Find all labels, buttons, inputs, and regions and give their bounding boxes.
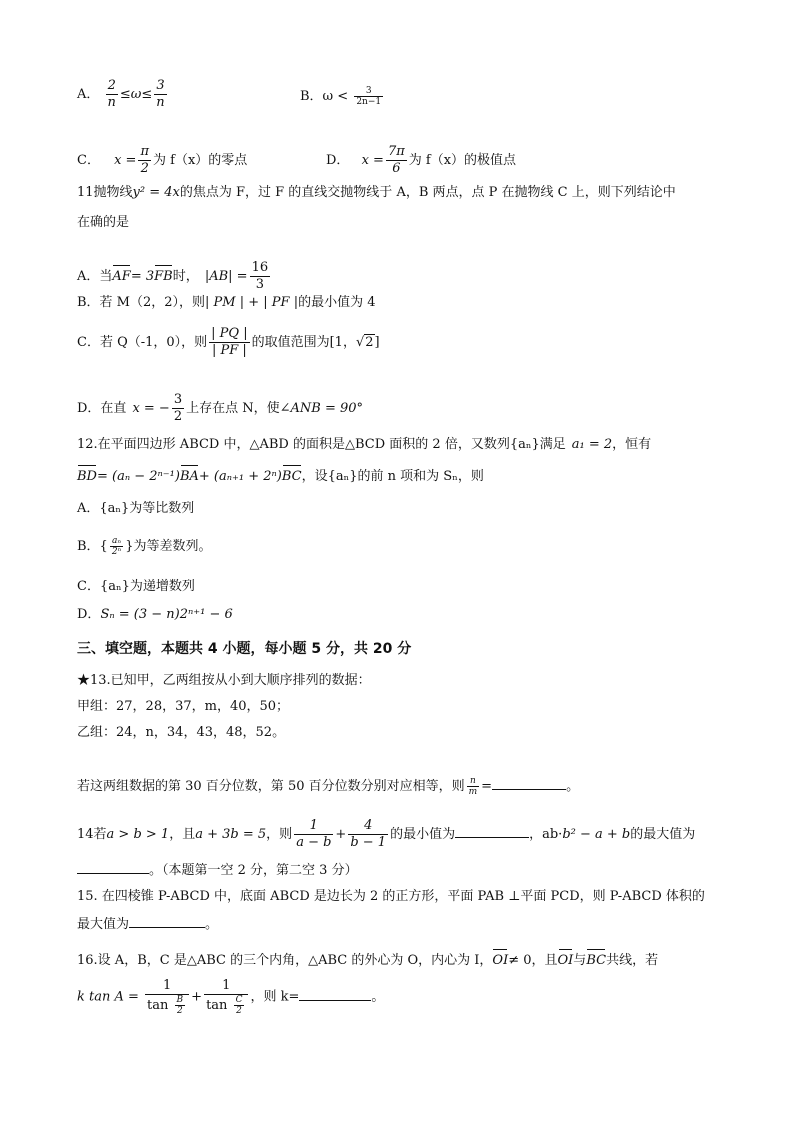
- option-label: D．在直: [77, 401, 127, 416]
- fraction: $\frac{n}{m}$: [468, 776, 478, 797]
- q12-vector-equation: BD= (aₙ − 2ⁿ⁻¹)BA+ (aₙ₊₁ + 2ⁿ)BC，设{aₙ}的前 n 项和为 Sₙ，则: [77, 469, 484, 484]
- q16-stem: 16.设 A，B，C 是△ABC 的三个内角，△ABC 的外心为 O，内心为 I，OI≠ 0，且OI与BC共线，若: [77, 953, 659, 968]
- sqrt: √2: [355, 335, 374, 350]
- answer-blank[interactable]: [77, 860, 149, 874]
- answer-blank[interactable]: [455, 824, 529, 838]
- answer-blank[interactable]: [492, 776, 566, 790]
- q12-option-b: B．{ $\frac{\text{aₙ}}{\text{2ⁿ}}$ }为等差数列。: [77, 536, 212, 557]
- equation: Sₙ = (3 − n)2ⁿ⁺¹ − 6: [100, 607, 233, 622]
- angle: ∠ANB = 90°: [279, 401, 364, 416]
- vector: BC: [281, 469, 302, 484]
- fraction: $\frac{2}{n}$: [107, 78, 116, 110]
- vector: OI: [492, 953, 509, 968]
- q14-line2: 。（本题第一空 2 分，第二空 3 分）: [77, 860, 358, 880]
- q13-question: 若这两组数据的第 30 百分位数，第 50 百分位数分别对应相等，则 $\frac{n}{m}$ = 。: [77, 776, 580, 797]
- vector: BC: [586, 953, 607, 968]
- q12-option-a: A．{aₙ}为等比数列: [77, 501, 195, 516]
- q10-option-c: C． x = $\frac{\pi}{2}$ 为 f（x）的零点: [77, 144, 248, 176]
- q12-option-c: C．{aₙ}为递增数列: [77, 579, 195, 594]
- fraction: $\frac{3}{2}$: [173, 392, 183, 424]
- option-label: A．当: [77, 269, 113, 284]
- expression: | PM | + | PF |: [205, 295, 299, 310]
- fraction: $\frac{\text{aₙ}}{\text{2ⁿ}}$: [111, 536, 122, 557]
- fraction: $\frac{\pi}{2}$: [140, 144, 149, 176]
- q12-option-d: D．Sₙ = (3 − n)2ⁿ⁺¹ − 6: [77, 607, 233, 622]
- vector: OI: [557, 953, 574, 968]
- option-label: A．: [77, 87, 100, 102]
- fraction: 1 tan $\frac{B}{2}$: [145, 978, 189, 1016]
- q10-option-b: [300, 86, 385, 107]
- q13-group-b: 乙组：24，n，34，43，48，52。: [77, 725, 286, 740]
- q11-option-d: D．在直 x = − $\frac{3}{2}$ 上存在点 N，使∠ANB = 90°: [77, 392, 364, 424]
- answer-blank[interactable]: [299, 987, 371, 1001]
- vector: BD: [77, 469, 97, 484]
- q15-line2: 最大值为 。: [77, 914, 218, 934]
- q10-option-d: D． x = $\frac{7\pi}{6}$ 为 f（x）的极值点: [326, 144, 517, 176]
- fraction: $\frac{7\pi}{6}$: [387, 144, 405, 176]
- option-label: D．: [326, 153, 350, 168]
- option-label: B．ω <: [300, 89, 349, 104]
- fraction: $\frac{3}{n}$: [156, 78, 165, 110]
- q13-group-a: 甲组：27，28，37，m，40，50；: [77, 699, 290, 714]
- q11-stem-line2: 在确的是: [77, 215, 130, 230]
- q11-stem: 11抛物线y² = 4x的焦点为 F，过 F 的直线交抛物线于 A，B 两点，点 P 在抛物线 C 上，则下列结论中: [77, 185, 676, 200]
- q12-stem: 12.在平面四边形 ABCD 中，△ABD 的面积是△BCD 面积的 2 倍，又数列{aₙ}满足 a₁ = 2，恒有: [77, 437, 652, 452]
- q13-stem: ★13.已知甲，乙两组按从小到大顺序排列的数据：: [77, 673, 371, 688]
- fraction: $\frac{4}{b - 1}$: [350, 818, 387, 850]
- inequality: ≤ω≤: [119, 87, 153, 102]
- vector: AF: [112, 269, 131, 284]
- fraction: 1 tan $\frac{C}{2}$: [204, 978, 248, 1016]
- q15-stem: 15. 在四棱锥 P-ABCD 中，底面 ABCD 是边长为 2 的正方形，平面 PAB ⊥平面 PCD，则 P-ABCD 体积的: [77, 889, 705, 904]
- fraction: $\frac{3}{2n-1}$: [356, 86, 382, 107]
- q10-option-a: [77, 78, 169, 111]
- vector: BA: [179, 469, 199, 484]
- answer-blank[interactable]: [129, 914, 205, 928]
- q11-option-b: B．若 M（2，2），则| PM | + | PF |的最小值为 4: [77, 295, 376, 310]
- section-heading: 三、填空题，本题共 4 小题，每小题 5 分，共 20 分: [77, 641, 412, 657]
- q16-equation: k tan A = 1 tan $\frac{B}{2}$ + 1 tan $\frac{C}{2}$ ，则 k= 。: [77, 978, 385, 1016]
- q14-stem: 14若a > b > 1，且a + 3b = 5，则 $\frac{1}{a - b}$ + $\frac{4}{b - 1}$ 的最小值为 ，ab·b² − a + b的最大值为: [77, 818, 696, 850]
- q11-option-a: A．当AF= 3FB时， |AB| = $\frac{16}{3}$: [77, 260, 269, 292]
- option-label: C．: [77, 153, 100, 168]
- fraction: $\frac{| PQ |}{| PF |}$: [211, 326, 248, 358]
- equation: y² = 4x: [132, 185, 180, 200]
- q11-option-c: C．若 Q（-1，0），则 $\frac{| PQ |}{| PF |}$ 的取值范围为[1，√2]: [77, 326, 380, 358]
- vector: FB: [154, 269, 173, 284]
- fraction: $\frac{1}{a - b}$: [296, 818, 332, 850]
- fraction: $\frac{16}{3}$: [251, 260, 269, 292]
